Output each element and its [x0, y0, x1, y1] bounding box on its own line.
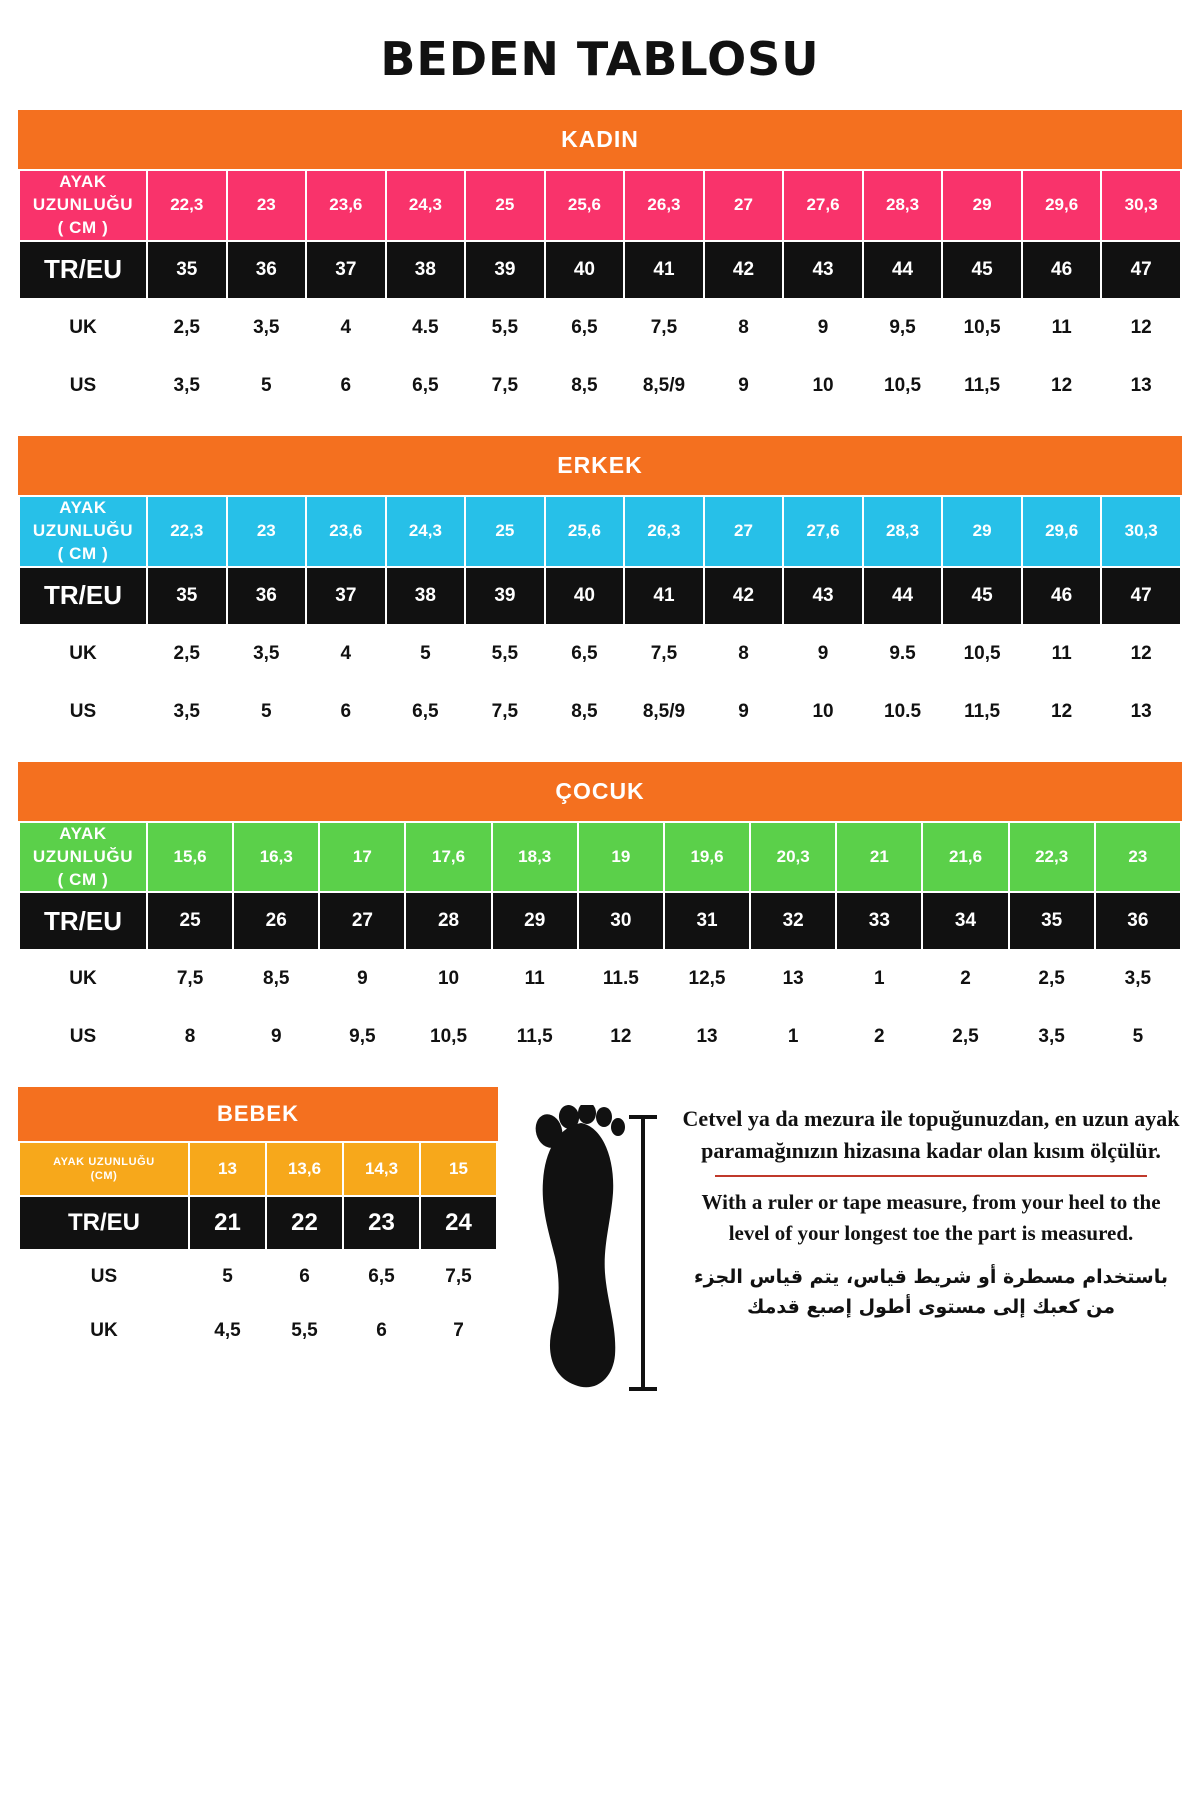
table-erkek [18, 495, 1182, 742]
cell-uk: 1 [836, 950, 922, 1008]
cell-tr-eu: 28 [405, 892, 491, 950]
cell-tr-eu: 37 [306, 567, 386, 625]
cell-uk: 2,5 [147, 299, 227, 357]
cell-us: 2,5 [922, 1008, 1008, 1066]
cell-cm: 22,3 [147, 170, 227, 241]
foot-diagram [514, 1087, 664, 1405]
cell-cm: 13 [189, 1142, 266, 1196]
table-row [19, 1304, 497, 1358]
table-bebek [18, 1141, 498, 1359]
table-row [19, 1250, 497, 1304]
table-row [19, 683, 1181, 741]
cell-us: 12 [578, 1008, 664, 1066]
cell-cm: 24,3 [386, 496, 466, 567]
cell-us: 5 [189, 1250, 266, 1304]
cell-us: 1 [750, 1008, 836, 1066]
cell-us: 8,5 [545, 357, 625, 415]
section-header-cocuk: ÇOCUK [18, 762, 1182, 821]
cell-cm: 29 [942, 496, 1022, 567]
cell-cm: 15,6 [147, 822, 233, 893]
cell-uk: 9 [783, 299, 863, 357]
cell-cm: 27 [704, 170, 784, 241]
table-row [19, 1142, 497, 1196]
cell-uk: 11 [1022, 625, 1102, 683]
cell-us: 3,5 [147, 683, 227, 741]
row-label-cm [19, 170, 147, 241]
cell-us: 5 [227, 357, 307, 415]
cell-uk: 2,5 [1009, 950, 1095, 1008]
cell-tr-eu: 31 [664, 892, 750, 950]
cell-uk: 5,5 [465, 299, 545, 357]
cell-uk: 4 [306, 299, 386, 357]
cell-uk: 3,5 [227, 625, 307, 683]
row-label-uk: UK [19, 1304, 189, 1358]
row-label-cm [19, 1142, 189, 1196]
cell-us: 13 [1101, 683, 1181, 741]
cell-cm: 23 [1095, 822, 1181, 893]
cell-uk: 9 [319, 950, 405, 1008]
cell-uk: 12 [1101, 299, 1181, 357]
measure-instructions [680, 1087, 1182, 1322]
cm-label-line1: AYAK [59, 823, 107, 843]
cell-tr-eu: 25 [147, 892, 233, 950]
cell-tr-eu: 43 [783, 567, 863, 625]
cell-us: 8,5/9 [624, 357, 704, 415]
cell-tr-eu: 33 [836, 892, 922, 950]
cell-us: 11,5 [942, 357, 1022, 415]
cm-label-line1: AYAK [59, 172, 107, 191]
table-row [19, 1008, 1181, 1066]
cell-cm: 14,3 [343, 1142, 420, 1196]
row-label-uk: UK [19, 950, 147, 1008]
cell-uk: 11.5 [578, 950, 664, 1008]
cell-us: 10,5 [863, 357, 943, 415]
cell-tr-eu: 41 [624, 241, 704, 299]
cell-tr-eu: 46 [1022, 241, 1102, 299]
cell-cm: 30,3 [1101, 496, 1181, 567]
cell-tr-eu: 39 [465, 567, 545, 625]
cm-label-line1: AYAK [59, 497, 107, 517]
cm-label-line2: UZUNLUĞU [32, 194, 134, 214]
cell-us: 8 [147, 1008, 233, 1066]
cell-cm: 30,3 [1101, 170, 1181, 241]
instruction-tr: Cetvel ya da mezura ile topuğunuzdan, en uzun ayak paramağınızın hizasına kadar olan kısım ölçülür. [682, 1106, 1180, 1164]
cell-tr-eu: 46 [1022, 567, 1102, 625]
cell-us: 7,5 [465, 683, 545, 741]
cell-uk: 4,5 [189, 1304, 266, 1358]
cell-cm: 26,3 [624, 170, 704, 241]
cell-tr-eu: 43 [783, 241, 863, 299]
section-bebek [18, 1087, 498, 1359]
cell-cm: 13,6 [266, 1142, 343, 1196]
cell-us: 5 [1095, 1008, 1181, 1066]
cell-cm: 27,6 [783, 496, 863, 567]
row-label-tr-eu: TR/EU [19, 1196, 189, 1250]
cell-us: 6 [266, 1250, 343, 1304]
row-label-cm [19, 822, 147, 893]
cell-tr-eu: 36 [1095, 892, 1181, 950]
cell-uk: 7 [420, 1304, 497, 1358]
cell-uk: 3,5 [1095, 950, 1181, 1008]
cell-cm: 23,6 [306, 496, 386, 567]
cell-us: 3,5 [147, 357, 227, 415]
cell-uk: 12,5 [664, 950, 750, 1008]
cell-cm: 21,6 [922, 822, 1008, 893]
cell-uk: 13 [750, 950, 836, 1008]
table-row [19, 567, 1181, 625]
table-row [19, 496, 1181, 567]
cell-tr-eu: 26 [233, 892, 319, 950]
cell-cm: 15 [420, 1142, 497, 1196]
cell-cm: 16,3 [233, 822, 319, 893]
cell-cm: 27,6 [783, 170, 863, 241]
cell-tr-eu: 47 [1101, 567, 1181, 625]
cell-tr-eu: 47 [1101, 241, 1181, 299]
cell-tr-eu: 32 [750, 892, 836, 950]
cell-uk: 7,5 [624, 299, 704, 357]
cell-cm: 19,6 [664, 822, 750, 893]
cell-uk: 7,5 [624, 625, 704, 683]
cell-uk: 6,5 [545, 625, 625, 683]
cell-tr-eu: 35 [147, 241, 227, 299]
cell-us: 7,5 [465, 357, 545, 415]
cell-tr-eu: 38 [386, 241, 466, 299]
row-label-uk: UK [19, 625, 147, 683]
cell-tr-eu: 36 [227, 241, 307, 299]
row-label-cm [19, 496, 147, 567]
cell-uk: 6 [343, 1304, 420, 1358]
table-row [19, 822, 1181, 893]
cm-label-line2: UZUNLUĞU [32, 846, 134, 866]
cell-tr-eu: 35 [1009, 892, 1095, 950]
table-row [19, 1196, 497, 1250]
cell-us: 9 [233, 1008, 319, 1066]
cell-us: 9,5 [319, 1008, 405, 1066]
cell-tr-eu: 44 [863, 241, 943, 299]
cell-uk: 11 [492, 950, 578, 1008]
cell-tr-eu: 41 [624, 567, 704, 625]
cell-uk: 5 [386, 625, 466, 683]
cell-cm: 28,3 [863, 170, 943, 241]
cell-us: 8,5/9 [624, 683, 704, 741]
cell-tr-eu: 40 [545, 241, 625, 299]
cell-cm: 20,3 [750, 822, 836, 893]
table-row [19, 299, 1181, 357]
cell-uk: 8,5 [233, 950, 319, 1008]
divider [715, 1175, 1147, 1177]
cell-tr-eu: 27 [319, 892, 405, 950]
section-cocuk [18, 762, 1182, 1068]
cell-cm: 23,6 [306, 170, 386, 241]
cell-uk: 5,5 [465, 625, 545, 683]
cell-us: 11,5 [942, 683, 1022, 741]
cell-cm: 25 [465, 496, 545, 567]
cm-label-line3: ( CM ) [57, 217, 109, 237]
cell-us: 13 [1101, 357, 1181, 415]
cell-cm: 29,6 [1022, 496, 1102, 567]
row-label-us: US [19, 683, 147, 741]
row-label-tr-eu: TR/EU [19, 892, 147, 950]
cell-cm: 25 [465, 170, 545, 241]
cell-uk: 9.5 [863, 625, 943, 683]
cell-uk: 10,5 [942, 299, 1022, 357]
row-label-uk: UK [19, 299, 147, 357]
table-row [19, 357, 1181, 415]
row-label-us: US [19, 357, 147, 415]
cell-uk: 12 [1101, 625, 1181, 683]
cell-us: 13 [664, 1008, 750, 1066]
table-row [19, 892, 1181, 950]
cell-us: 10 [783, 357, 863, 415]
cell-us: 2 [836, 1008, 922, 1066]
section-header-kadin: KADIN [18, 110, 1182, 169]
cell-us: 11,5 [492, 1008, 578, 1066]
cell-uk: 8 [704, 299, 784, 357]
cell-tr-eu: 44 [863, 567, 943, 625]
cell-cm: 22,3 [1009, 822, 1095, 893]
cell-us: 6,5 [386, 683, 466, 741]
cell-cm: 24,3 [386, 170, 466, 241]
cell-uk: 7,5 [147, 950, 233, 1008]
cm-label-inline: AYAK UZUNLUĞU [53, 1155, 155, 1168]
cell-tr-eu: 39 [465, 241, 545, 299]
cell-uk: 5,5 [266, 1304, 343, 1358]
cell-us: 10,5 [405, 1008, 491, 1066]
cell-us: 10 [783, 683, 863, 741]
cell-uk: 4 [306, 625, 386, 683]
cell-us: 9 [704, 683, 784, 741]
cell-uk: 10,5 [942, 625, 1022, 683]
cell-tr-eu: 42 [704, 241, 784, 299]
cell-us: 10.5 [863, 683, 943, 741]
cell-tr-eu: 30 [578, 892, 664, 950]
cell-tr-eu: 45 [942, 241, 1022, 299]
instruction-ar: باستخدام مسطرة أو شريط قياس، يتم قياس الجزء من كعبك إلى مستوى أطول إصبع قدمك [693, 1266, 1169, 1319]
cell-uk: 10 [405, 950, 491, 1008]
cell-tr-eu: 42 [704, 567, 784, 625]
cell-uk: 11 [1022, 299, 1102, 357]
cm-label-line2: UZUNLUĞU [32, 520, 134, 540]
cell-tr-eu: 24 [420, 1196, 497, 1250]
cell-uk: 2 [922, 950, 1008, 1008]
cell-us: 6 [306, 683, 386, 741]
cell-us: 3,5 [1009, 1008, 1095, 1066]
table-cocuk [18, 821, 1182, 1068]
cell-cm: 17,6 [405, 822, 491, 893]
cell-uk: 8 [704, 625, 784, 683]
row-label-us: US [19, 1008, 147, 1066]
bottom-section [18, 1087, 1182, 1405]
cell-cm: 26,3 [624, 496, 704, 567]
cell-cm: 29,6 [1022, 170, 1102, 241]
cell-tr-eu: 45 [942, 567, 1022, 625]
cell-us: 12 [1022, 683, 1102, 741]
page-title: BEDEN TABLOSU [380, 32, 820, 86]
footprint-icon [519, 1105, 659, 1405]
row-label-tr-eu: TR/EU [19, 567, 147, 625]
cell-us: 12 [1022, 357, 1102, 415]
cell-cm: 17 [319, 822, 405, 893]
cm-label-line3: ( CM ) [57, 543, 109, 563]
cell-tr-eu: 35 [147, 567, 227, 625]
cell-uk: 9 [783, 625, 863, 683]
cm-label-unit: (CM) [90, 1170, 118, 1183]
cell-cm: 25,6 [545, 496, 625, 567]
cell-us: 8,5 [545, 683, 625, 741]
cell-uk: 3,5 [227, 299, 307, 357]
section-header-erkek: ERKEK [18, 436, 1182, 495]
cell-us: 6,5 [386, 357, 466, 415]
cell-us: 9 [704, 357, 784, 415]
cell-cm: 23 [227, 496, 307, 567]
cell-uk: 2,5 [147, 625, 227, 683]
instruction-en: With a ruler or tape measure, from your heel to the level of your longest toe the part is measured. [701, 1190, 1161, 1245]
cell-cm: 27 [704, 496, 784, 567]
cell-us: 7,5 [420, 1250, 497, 1304]
cell-cm: 21 [836, 822, 922, 893]
table-kadin [18, 169, 1182, 416]
cell-tr-eu: 34 [922, 892, 1008, 950]
cell-tr-eu: 40 [545, 567, 625, 625]
cell-uk: 4.5 [386, 299, 466, 357]
cell-cm: 28,3 [863, 496, 943, 567]
table-row [19, 625, 1181, 683]
cell-tr-eu: 22 [266, 1196, 343, 1250]
cell-us: 5 [227, 683, 307, 741]
cell-cm: 18,3 [492, 822, 578, 893]
table-row [19, 241, 1181, 299]
row-label-us: US [19, 1250, 189, 1304]
cell-cm: 29 [942, 170, 1022, 241]
cm-label-line3: ( CM ) [57, 869, 109, 889]
cell-cm: 25,6 [545, 170, 625, 241]
cell-tr-eu: 37 [306, 241, 386, 299]
cell-us: 6,5 [343, 1250, 420, 1304]
table-row [19, 170, 1181, 241]
cell-cm: 22,3 [147, 496, 227, 567]
section-header-bebek: BEBEK [18, 1087, 498, 1141]
cell-uk: 9,5 [863, 299, 943, 357]
table-row [19, 950, 1181, 1008]
cell-tr-eu: 21 [189, 1196, 266, 1250]
cell-uk: 6,5 [545, 299, 625, 357]
section-kadin [18, 110, 1182, 416]
cell-cm: 19 [578, 822, 664, 893]
cell-cm: 23 [227, 170, 307, 241]
cell-tr-eu: 29 [492, 892, 578, 950]
row-label-tr-eu: TR/EU [19, 241, 147, 299]
cell-us: 6 [306, 357, 386, 415]
cell-tr-eu: 38 [386, 567, 466, 625]
cell-tr-eu: 36 [227, 567, 307, 625]
section-erkek [18, 436, 1182, 742]
cell-tr-eu: 23 [343, 1196, 420, 1250]
